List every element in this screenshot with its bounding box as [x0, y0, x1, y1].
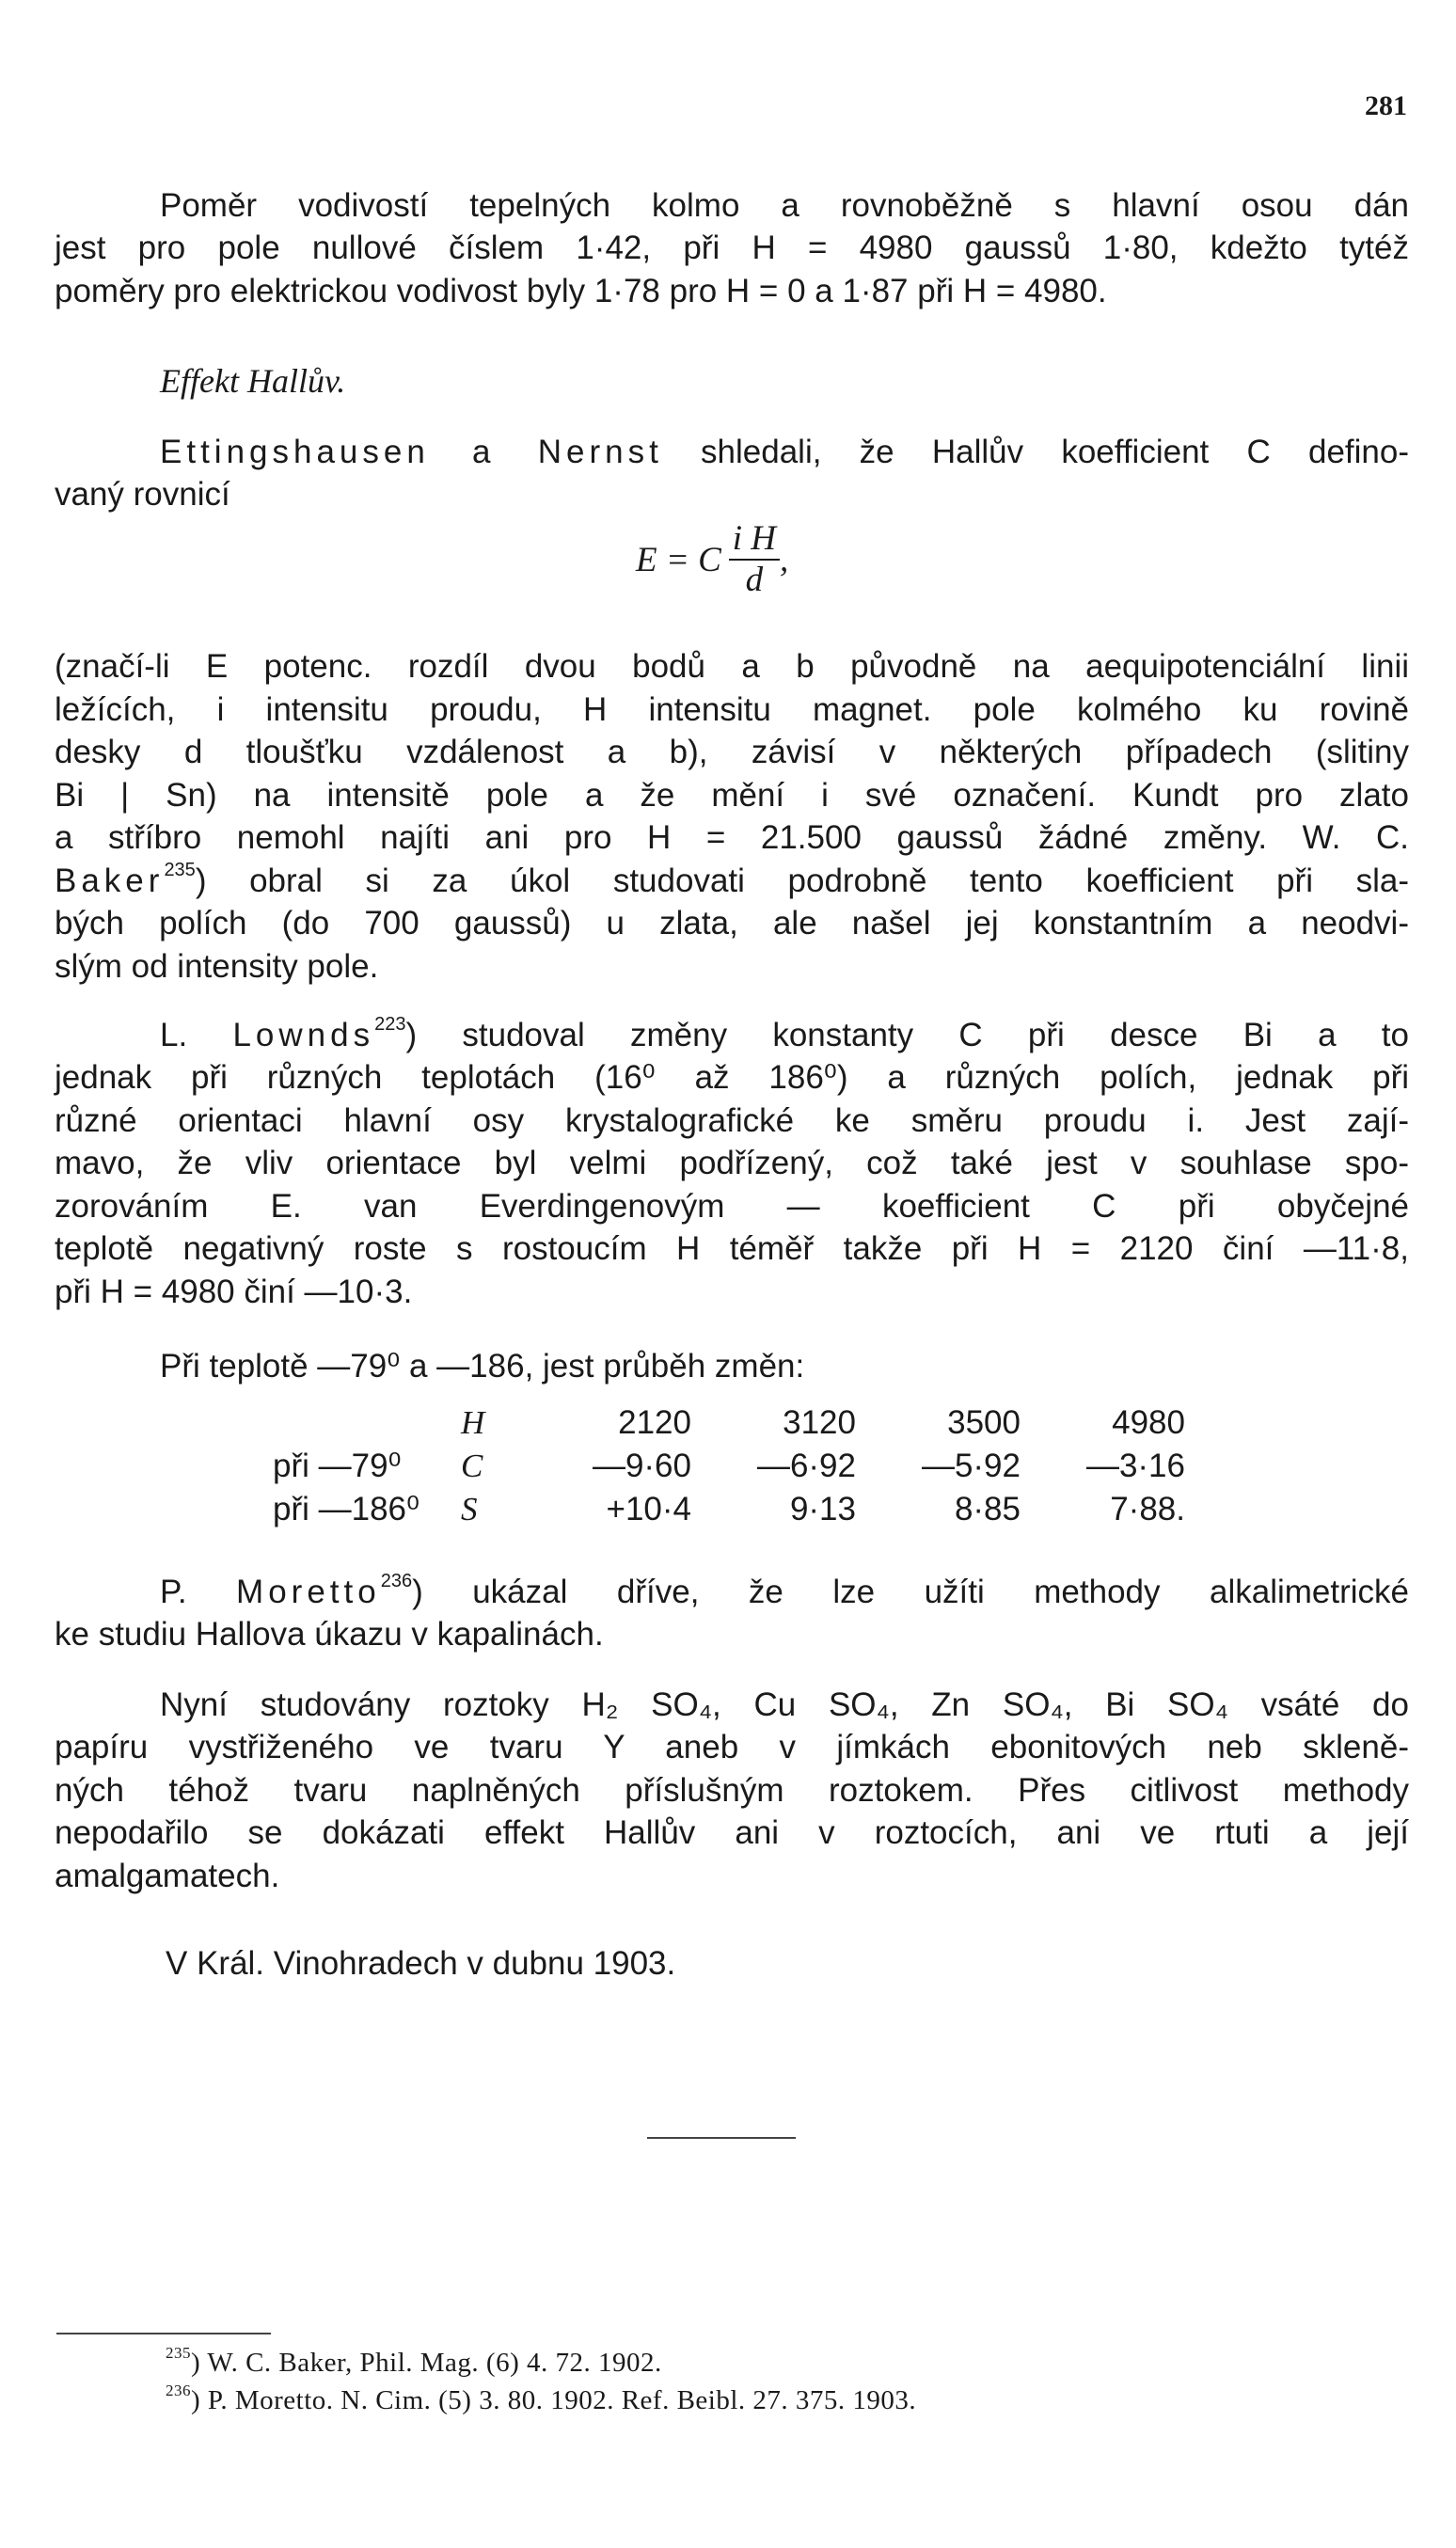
paragraph-solutions	[55, 1684, 1409, 1727]
text-line: bých polích (do 700 gaussů) u zlata, ale našel jej konstantním a neodvi-	[55, 905, 1409, 942]
text-line: ke studiu Hallova úkazu v kapalinách.	[55, 1616, 604, 1653]
table-row	[273, 1488, 1185, 1531]
section-divider	[647, 2137, 796, 2139]
text-line: ných téhož tvaru naplněných příslušným roztokem. Přes citlivost methody	[55, 1771, 1409, 1809]
paragraph-thermal-conductivity	[55, 184, 1409, 228]
data-table	[273, 1401, 1185, 1531]
text-line	[55, 860, 1409, 903]
formula-comma: ,	[780, 540, 789, 579]
table-cell: S	[461, 1491, 478, 1527]
text-line: zorováním E. van Everdingenovým — koefficient C při obyčejné	[55, 1187, 1409, 1225]
text-fragment: shledali, že Hallův koefficient C defino-	[662, 434, 1409, 470]
paragraph-solutions-cont	[55, 1726, 1409, 1897]
text-fragment: ) studoval změny konstanty C při desce Bi a to	[405, 1017, 1409, 1053]
text-line: desky d tloušťku vzdálenost a b), závisí v některých případech (slitiny	[55, 734, 1409, 770]
footnote-ref: 236	[380, 1571, 413, 1592]
text-fragment: L.	[160, 1017, 233, 1053]
footnote-ref: 235	[164, 859, 196, 880]
text-line	[55, 1014, 1409, 1057]
author-name: Lownds	[232, 1017, 375, 1053]
text-line: vaný rovnicí	[55, 476, 230, 513]
author-name: Moretto	[236, 1574, 381, 1610]
text-line: mavo, že vliv orientace byl velmi podřízený, což také jest v souhlase spo-	[55, 1145, 1409, 1181]
table-header-row	[273, 1401, 1185, 1445]
text-line: Poměr vodivostí tepelných kolmo a rovnoběžně s hlavní osou dán	[160, 187, 1409, 224]
table-cell: —6·92	[756, 1448, 856, 1484]
table-cell: +10·4	[606, 1491, 691, 1527]
paragraph-temperature	[55, 1345, 1409, 1388]
table-cell: 4980	[1112, 1404, 1185, 1441]
text-fragment: ) ukázal dříve, že lze užíti methody alkalimetrické	[412, 1574, 1409, 1610]
text-line: při H = 4980 činí —10·3.	[55, 1273, 413, 1310]
table-cell: C	[461, 1448, 483, 1484]
footnote	[166, 2344, 662, 2379]
text-line	[55, 431, 1409, 474]
formula-numerator: i H	[729, 519, 780, 561]
text-line: Nyní studovány roztoky H₂ SO₄, Cu SO₄, Zn SO₄, Bi SO₄ vsáté do	[160, 1686, 1409, 1723]
text-line: (značí-li E potenc. rozdíl dvou bodů a b původně na aequipotenciální linii	[55, 648, 1409, 685]
text-fragment: ) obral si za úkol studovati podrobně tento koefficient při sla-	[195, 862, 1409, 899]
table-cell: 8·85	[954, 1491, 1021, 1527]
table-cell: H	[461, 1404, 485, 1441]
table-cell: při —79⁰	[273, 1448, 402, 1484]
footnote-ref: 223	[374, 1014, 406, 1036]
text-line: ležících, i intensitu proudu, H intensitu magnet. pole kolmého ku rovině	[55, 690, 1409, 728]
text-line: poměry pro elektrickou vodivost byly 1·78 pro H = 0 a 1·87 při H = 4980.	[55, 272, 1107, 309]
table-cell: 3500	[947, 1404, 1021, 1441]
table-row	[273, 1445, 1185, 1488]
footnote-text: ) P. Moretto. N. Cim. (5) 3. 80. 1902. Ref. Beibl. 27. 375. 1903.	[191, 2385, 917, 2415]
footnote-number: 236	[166, 2382, 191, 2400]
footnote-text: ) W. C. Baker, Phil. Mag. (6) 4. 72. 1902.	[191, 2348, 662, 2378]
paragraph-hall-coefficient-cont	[55, 473, 1409, 516]
table-cell: 7·88.	[1110, 1491, 1185, 1527]
paragraph-lownds	[55, 1014, 1409, 1057]
table-cell: 3120	[783, 1404, 856, 1441]
text-line: nepodařilo se dokázati effekt Hallův ani v roztocích, ani ve rtuti a její	[55, 1814, 1409, 1851]
footnote-number: 235	[166, 2344, 191, 2363]
text-line: teplotě negativný roste s rostoucím H téměř takže při H = 2120 činí —11·8,	[55, 1230, 1409, 1267]
paragraph-moretto	[55, 1571, 1409, 1614]
paragraph-hall-coefficient	[55, 431, 1409, 474]
paragraph-definitions	[55, 645, 1409, 988]
footnote	[166, 2382, 917, 2416]
formula-fraction	[729, 519, 780, 600]
footnote-divider	[56, 2333, 271, 2334]
text-line: Při teplotě —79⁰ a —186, jest průběh změn:	[160, 1348, 805, 1385]
page-number: 281	[1365, 90, 1407, 121]
table-cell: —5·92	[921, 1448, 1021, 1484]
text-line: a stříbro nemohl najíti ani pro H = 21.500 gaussů žádné změny. W. C.	[55, 819, 1409, 856]
paragraph-thermal-conductivity-cont	[55, 227, 1409, 312]
text-line: různé orientaci hlavní osy krystalografické ke směru proudu i. Jest zají-	[55, 1101, 1409, 1139]
author-name: Ettingshausen a Nernst	[160, 434, 663, 470]
text-fragment: P.	[160, 1574, 237, 1610]
table-cell: 9·13	[789, 1491, 856, 1527]
formula-denominator: d	[745, 561, 764, 599]
table-cell: 2120	[618, 1404, 691, 1441]
text-line: amalgamatech.	[55, 1857, 280, 1894]
paragraph-moretto-cont	[55, 1613, 1409, 1656]
text-line: jest pro pole nullové číslem 1·42, při H = 4980 gaussů 1·80, kdežto tytéž	[55, 229, 1409, 266]
text-line: papíru vystřiženého ve tvaru Y aneb v jímkách ebonitových neb skleně-	[55, 1729, 1409, 1765]
table-cell: při —186⁰	[273, 1491, 420, 1527]
paragraph-lownds-cont	[55, 1056, 1409, 1313]
text-line: Bi | Sn) na intensitě pole a že mění i své označení. Kundt pro zlato	[55, 776, 1409, 814]
place-date: V Král. Vinohradech v dubnu 1903.	[166, 1945, 676, 1982]
section-heading: Effekt Hallův.	[160, 362, 346, 400]
text-line	[55, 1571, 1409, 1614]
author-name: Baker	[55, 862, 165, 899]
formula-hall	[636, 519, 788, 600]
table-cell: —3·16	[1085, 1448, 1185, 1484]
table-cell: —9·60	[592, 1448, 691, 1484]
formula-lhs: E = C	[636, 540, 721, 579]
text-line: jednak při různých teplotách (16⁰ až 186⁰) a různých polích, jednak při	[55, 1059, 1409, 1096]
text-line: slým od intensity pole.	[55, 947, 379, 985]
